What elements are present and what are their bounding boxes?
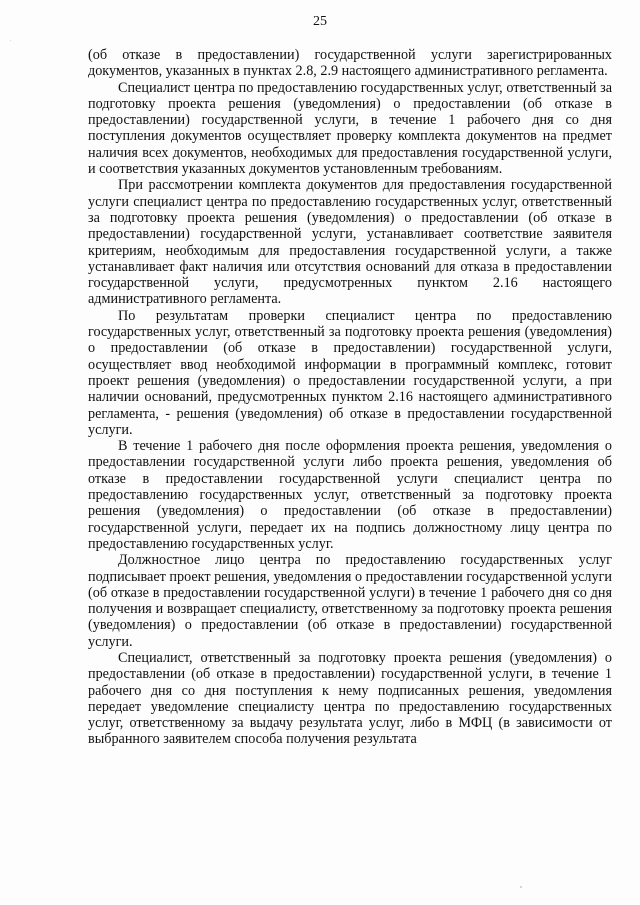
page-number: 25 <box>313 14 327 29</box>
scan-speck <box>520 886 522 888</box>
paragraph-4: По результатам проверки специалист центра по предоставлению государственных услуг, ответственный за подготовку проекта решения (уведомления) о предоставлении (об отказе в предоставлении) государственной услуги, осуществляет ввод необходимой информации в программный комплекс, готовит проект решения (уведомления) о предоставлении государственной услуги, а при наличии оснований, предусмотренных пунктом 2.16 настоящего административного регламента, - решения (уведомления) об отказе в предоставлении государственной услуги. <box>88 307 612 438</box>
paragraph-3: При рассмотрении комплекта документов для предоставления государственной услуги специалист центра по предоставлению государственных услуг, ответственный за подготовку проекта решения (уведомления) о предоставлении (об отказе в предоставлении) государственной услуги, устанавливает соответствие заявителя критериям, необходимым для предоставления государственной услуги, а также устанавливает факт наличия или отсутствия оснований для отказа в предоставлении государственной услуги, предусмотренных пунктом 2.16 настоящего административного регламента. <box>88 177 612 308</box>
scan-speck <box>10 40 11 41</box>
paragraph-6: Должностное лицо центра по предоставлению государственных услуг подписывает проект решения, уведомления о предоставлении государственной услуги (об отказе в предоставлении государственной услуги) в течение 1 рабочего дня со дня получения и возвращает специалисту, ответственному за подготовку проекта решения (уведомления) о предоставлении (об отказе в предоставлении) государственной услуги. <box>88 552 612 650</box>
document-body <box>88 47 612 748</box>
paragraph-2: Специалист центра по предоставлению государственных услуг, ответственный за подготовку проекта решения (уведомления) о предоставлении (об отказе в предоставлении) государственной услуги, в течение 1 рабочего дня со дня поступления документов осуществляет проверку комплекта документов на предмет наличия всех документов, необходимых для предоставления государственной услуги, и соответствия указанных документов установленным требованиям. <box>88 79 612 178</box>
paragraph-7: Специалист, ответственный за подготовку проекта решения (уведомления) о предоставлении (об отказе в предоставлении) государственной услуги, в течение 1 рабочего дня со дня поступления к нему подписанных решения, уведомления передает уведомление специалисту центра по предоставлению государственных услуг, ответственному за выдачу результата услуг, либо в МФЦ (в зависимости от выбранного заявителем способа получения результата <box>88 649 612 748</box>
paragraph-5: В течение 1 рабочего дня после оформления проекта решения, уведомления о предоставлении государственной услуги либо проекта решения, уведомления об отказе в предоставлении государственной услуги специалист центра по предоставлению государственных услуг, ответственный за подготовку проекта решения (уведомления) о предоставлении (об отказе в предоставлении) государственной услуги, передает их на подпись должностному лицу центра по предоставлению государственных услуг. <box>88 438 612 552</box>
paragraph-1: (об отказе в предоставлении) государственной услуги зарегистрированных документов, указанных в пунктах 2.8, 2.9 настоящего административного регламента. <box>88 47 612 80</box>
